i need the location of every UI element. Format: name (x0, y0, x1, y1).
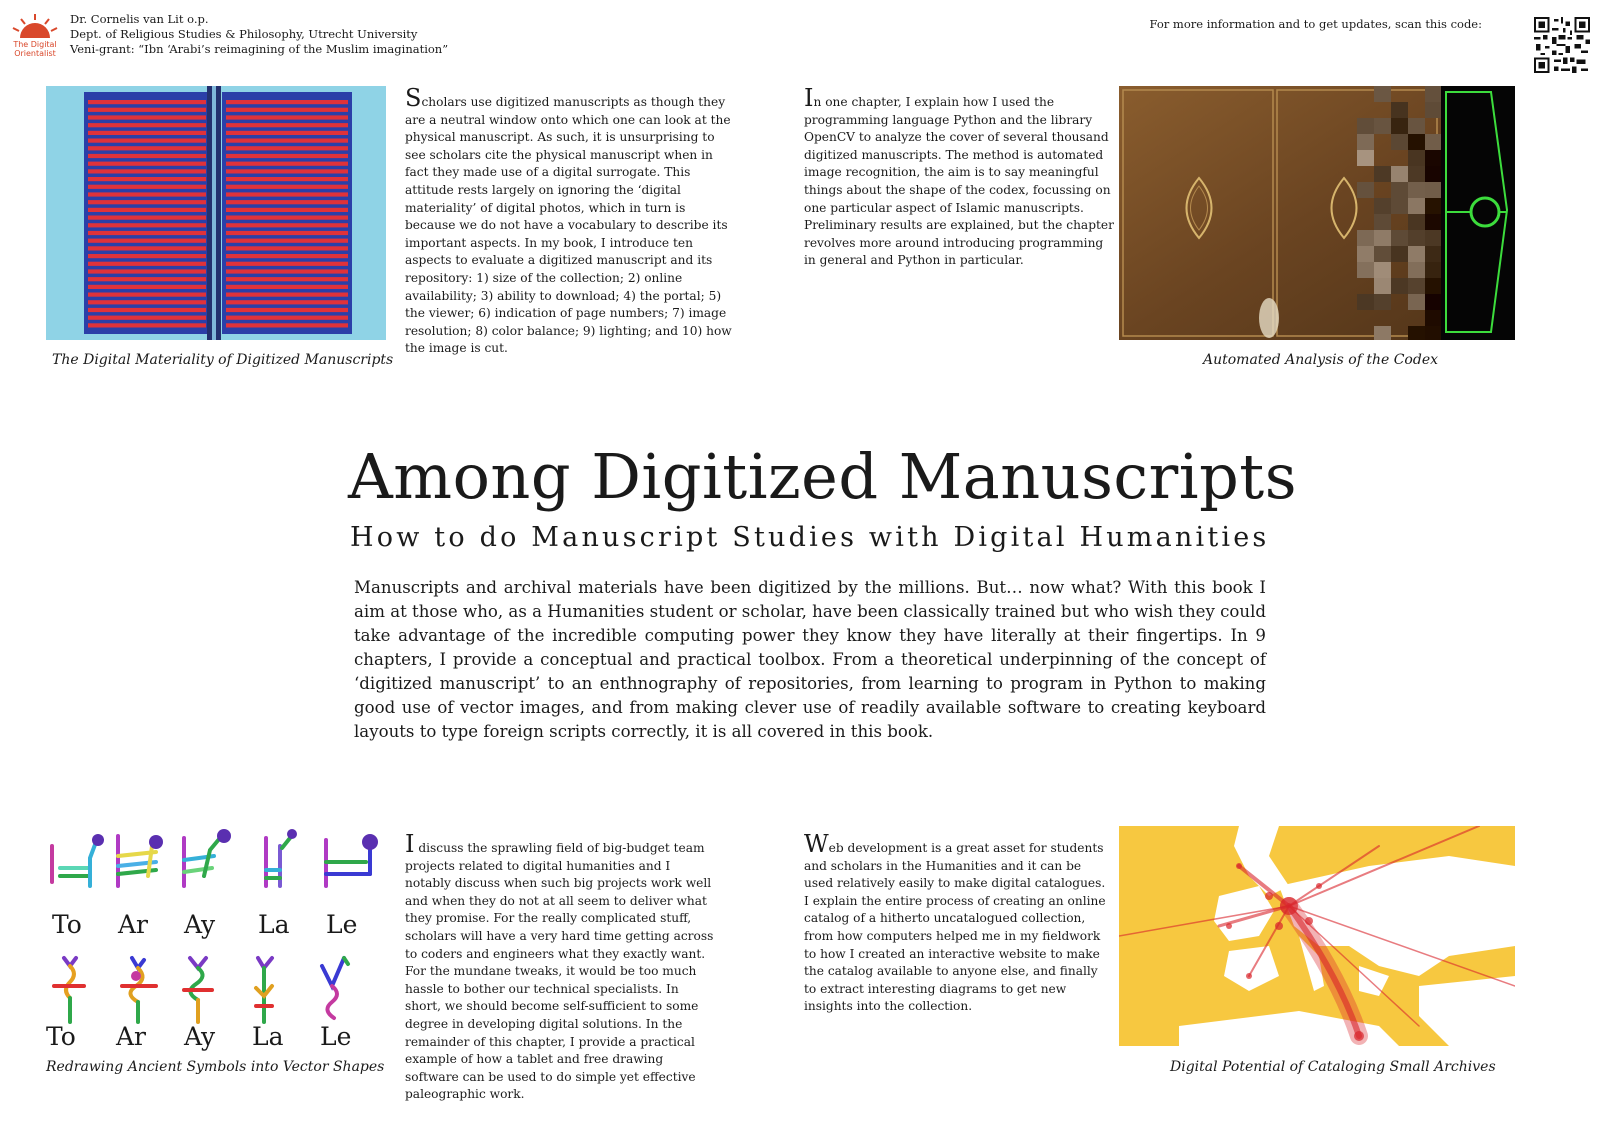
author-name: Dr. Cornelis van Lit o.p. (70, 12, 209, 26)
paragraph: cholars use digitized manuscripts as though they are a neutral window onto which one can look at the physical manuscript. As such, it is unsurprising to see scholars cite the physical manuscript when in fact they made use of a digital surrogate. This attitude rests largely on ignoring the ‘digital materiality’ of digital photos, which in turn is because we do not have a vocabulary to describe its important aspects. In my book, I introduce ten aspects to evaluate a digitized manuscript and its repository: 1) size of the collection; 2) online availability; 3) ability to download; 4) the portal; 5) the viewer; 6) indication of page numbers; 7) image resolution; 8) color balance; 9) lighting; and 10) how the image is cut. (405, 95, 732, 356)
symbol-label: Ar (118, 910, 149, 939)
qr-label: For more information and to get updates, scan this code: (1149, 17, 1482, 31)
dropcap: I (804, 84, 814, 112)
caption-codex: Automated Analysis of the Codex (1203, 352, 1439, 368)
dropcap: W (804, 830, 829, 858)
paragraph: eb development is a great asset for students and scholars in the Humanities and it can be used relatively easily to make digital catalogues. I explain the entire process of creating an online catalog of a hitherto uncatalogued collection, from how computers helped me in my fieldwork to how I created an interactive website to make the catalog available to anyone else, and finally to extract interesting diagrams to get new insights into the collection. (804, 841, 1106, 1014)
manuscript-scan-image (46, 86, 386, 340)
caption-catalog: Digital Potential of Cataloging Small Archives (1170, 1059, 1496, 1075)
author-department: Dept. of Religious Studies & Philosophy, Utrecht University (70, 27, 418, 41)
intro-paragraph: Manuscripts and archival materials have been digitized by the millions. But… now what? With this book I aim at those who, as a Humanities student or scholar, have been classically trained but who wish they could take advantage of the incredible computing power they know they have literally at their fingertips. In 9 chapters, I provide a conceptual and practical toolbox. From a theoretical underpinning of the concept of ‘digitized manuscript’ to an enthnography of repositories, from learning to program in Python to making good use of vector images, and from making clever use of readily available software to creating keyboard layouts to type foreign scripts correctly, it is all covered in this book. (354, 578, 1267, 741)
page-subtitle: How to do Manuscript Studies with Digital Humanities (350, 522, 1270, 553)
sun-icon (6, 14, 64, 40)
text-catalog (804, 830, 1110, 1016)
author-grant: Veni-grant: “Ibn ‘Arabi’s reimagining of the Muslim imagination” (70, 42, 449, 56)
caption-vector: Redrawing Ancient Symbols into Vector Shapes (46, 1059, 385, 1075)
caption-materiality: The Digital Materiality of Digitized Manuscripts (52, 352, 394, 368)
digital-orientalist-logo (6, 14, 64, 62)
logo-line-1: The Digital (13, 40, 57, 49)
text-vector (405, 830, 717, 1104)
text-codex (804, 84, 1114, 270)
author-info (70, 12, 448, 57)
qr-code[interactable] (1534, 17, 1590, 73)
paragraph: n one chapter, I explain how I used the programming language Python and the library OpenCV to analyze the cover of several thousand digitized manuscripts. The method is automated image recognition, the aim is to say meaningful things about the shape of the codex, focussing on one particular aspect of Islamic manuscripts. Preliminary results are explained, but the chapter revolves more around introducing programming in general and Python in particular. (804, 95, 1114, 268)
paragraph: discuss the sprawling field of big-budget team projects related to digital humanities and I notably discuss when such big projects work well and when they do not at all seem to deliver what they promise. For the really complicated stuff, scholars will have a very hard time getting across to coders and engineers what they exactly want. For the mundane tweaks, it would be too much hassle to bother our technical specialists. In short, we should become self-sufficient to some degree in developing digital solutions. In the remainder of this chapter, I provide a practical example of how a tablet and free drawing software can be used to do simple yet effective paleographic work. (405, 841, 714, 1102)
symbol-label: Ay (184, 910, 216, 939)
page-title: Among Digitized Manuscripts (348, 440, 1298, 513)
symbol-label: Le (320, 1022, 352, 1051)
symbol-label: Le (326, 910, 358, 939)
symbol-label: Ar (116, 1022, 147, 1051)
dropcap: I (405, 830, 415, 858)
symbol-label: Ay (184, 1022, 216, 1051)
symbol-label: To (46, 1022, 76, 1051)
vector-symbols-figure (44, 826, 394, 1056)
logo-line-2: Orientalist (14, 49, 56, 58)
codex-analysis-image (1119, 86, 1515, 340)
text-materiality (405, 84, 735, 358)
symbol-label: To (52, 910, 82, 939)
symbol-label: La (252, 1022, 284, 1051)
symbol-label: La (258, 910, 290, 939)
dropcap: S (405, 84, 422, 112)
europe-map-image (1119, 826, 1515, 1046)
